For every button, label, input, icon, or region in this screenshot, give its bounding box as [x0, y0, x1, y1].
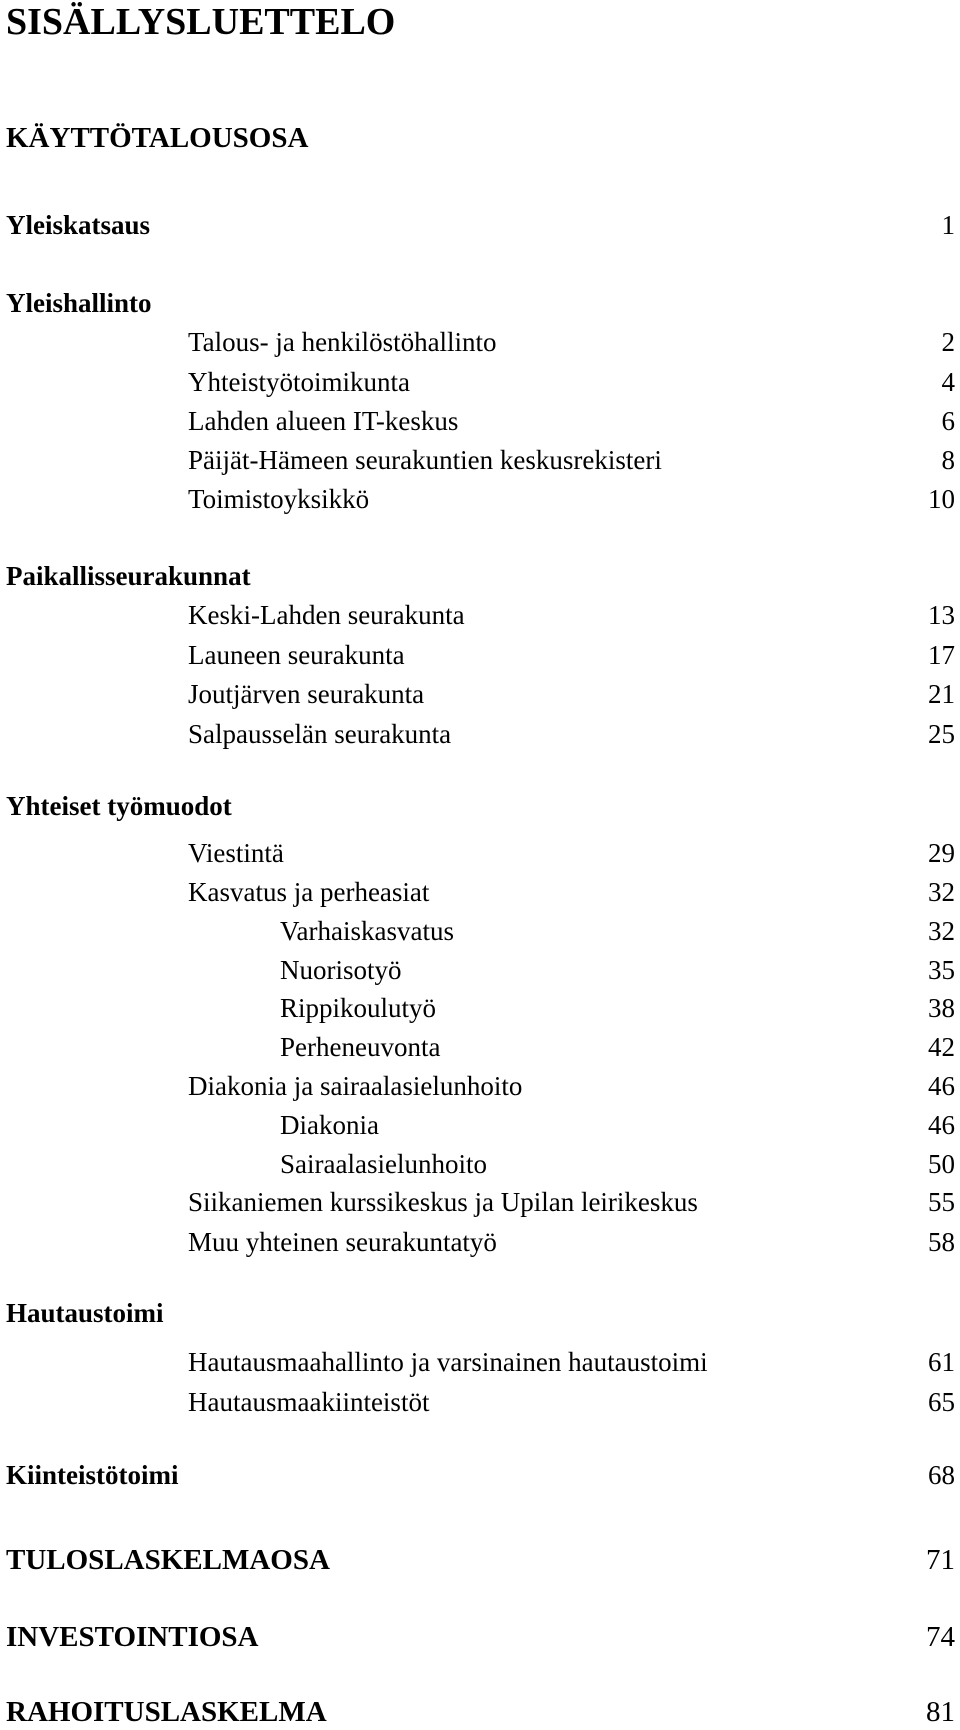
toc-entry-hautaustoimi: Hautaustoimi [6, 1298, 164, 1328]
toc-page-number: 46 [928, 1110, 955, 1140]
toc-page-number: 32 [928, 877, 955, 907]
toc-page-number: 10 [928, 484, 955, 514]
toc-page-number: 6 [941, 406, 955, 436]
toc-entry-label: Nuorisotyö [280, 955, 402, 985]
toc-entry-label: Hautausmaahallinto ja varsinainen hautaustoimi [188, 1347, 708, 1377]
toc-page-number: 1 [941, 210, 955, 240]
toc-page-number: 21 [928, 679, 955, 709]
toc-entry-label: Varhaiskasvatus [280, 916, 454, 946]
toc-entry-label: Rippikoulutyö [280, 993, 437, 1023]
toc-entry-yleiskatsaus: Yleiskatsaus [6, 210, 151, 240]
toc-page-number: 46 [928, 1071, 955, 1101]
toc-entry-label: Talous- ja henkilöstöhallinto [188, 327, 497, 357]
toc-entry-label: Perheneuvonta [280, 1032, 441, 1062]
toc-page-number: 13 [928, 600, 955, 630]
toc-entry-label: Launeen seurakunta [188, 640, 405, 670]
section-heading-rahoituslaskelma: RAHOITUSLASKELMA [6, 1696, 327, 1728]
toc-entry-label: Yhteistyötoimikunta [188, 367, 410, 397]
toc-page-number: 61 [928, 1347, 955, 1377]
toc-entry-yhteiset-tyomuodot: Yhteiset työmuodot [6, 791, 232, 821]
toc-entry-label: Salpausselän seurakunta [188, 719, 452, 749]
toc-entry-kiinteistotoimi: Kiinteistötoimi [6, 1460, 179, 1490]
toc-page-number: 32 [928, 916, 955, 946]
toc-page-number: 25 [928, 719, 955, 749]
toc-page-number: 50 [928, 1149, 955, 1179]
toc-entry-label: Viestintä [188, 838, 284, 868]
toc-page-number: 8 [941, 445, 955, 475]
toc-entry-label: Keski-Lahden seurakunta [188, 600, 465, 630]
toc-page-number: 38 [928, 993, 955, 1023]
toc-entry-yleishallinto: Yleishallinto [6, 288, 152, 318]
toc-entry-label: Lahden alueen IT-keskus [188, 406, 459, 436]
toc-entry-label: Muu yhteinen seurakuntatyö [188, 1227, 497, 1257]
toc-entry-label: Joutjärven seurakunta [188, 679, 425, 709]
toc-page-number: 71 [926, 1544, 955, 1576]
section-heading-investointiosa: INVESTOINTIOSA [6, 1621, 259, 1653]
toc-page-number: 17 [928, 640, 955, 670]
toc-page-number: 42 [928, 1032, 955, 1062]
toc-page-number: 65 [928, 1387, 955, 1417]
toc-entry-label: Hautausmaakiinteistöt [188, 1387, 430, 1417]
toc-page-number: 74 [926, 1621, 955, 1653]
toc-entry-label: Toimistoyksikkö [188, 484, 370, 514]
toc-entry-label: Sairaalasielunhoito [280, 1149, 487, 1179]
toc-page-number: 68 [928, 1460, 955, 1490]
toc-page-number: 2 [941, 327, 955, 357]
toc-entry-label: Diakonia [280, 1110, 379, 1140]
toc-page-number: 55 [928, 1187, 955, 1217]
toc-entry-label: Kasvatus ja perheasiat [188, 877, 430, 907]
section-heading-tuloslaskelmaosa: TULOSLASKELMAOSA [6, 1544, 330, 1576]
section-heading-kayttotalousosa: KÄYTTÖTALOUSOSA [6, 122, 309, 154]
toc-entry-label: Siikaniemen kurssikeskus ja Upilan leirikeskus [188, 1187, 698, 1217]
toc-page-number: 81 [926, 1696, 955, 1728]
toc-page-number: 35 [928, 955, 955, 985]
toc-entry-label: Päijät-Hämeen seurakuntien keskusrekisteri [188, 445, 662, 475]
toc-page-number: 29 [928, 838, 955, 868]
toc-entry-paikallisseurakunnat: Paikallisseurakunnat [6, 561, 251, 591]
page-title: SISÄLLYSLUETTELO [6, 1, 396, 43]
toc-page-number: 58 [928, 1227, 955, 1257]
toc-page-number: 4 [941, 367, 955, 397]
toc-entry-label: Diakonia ja sairaalasielunhoito [188, 1071, 523, 1101]
